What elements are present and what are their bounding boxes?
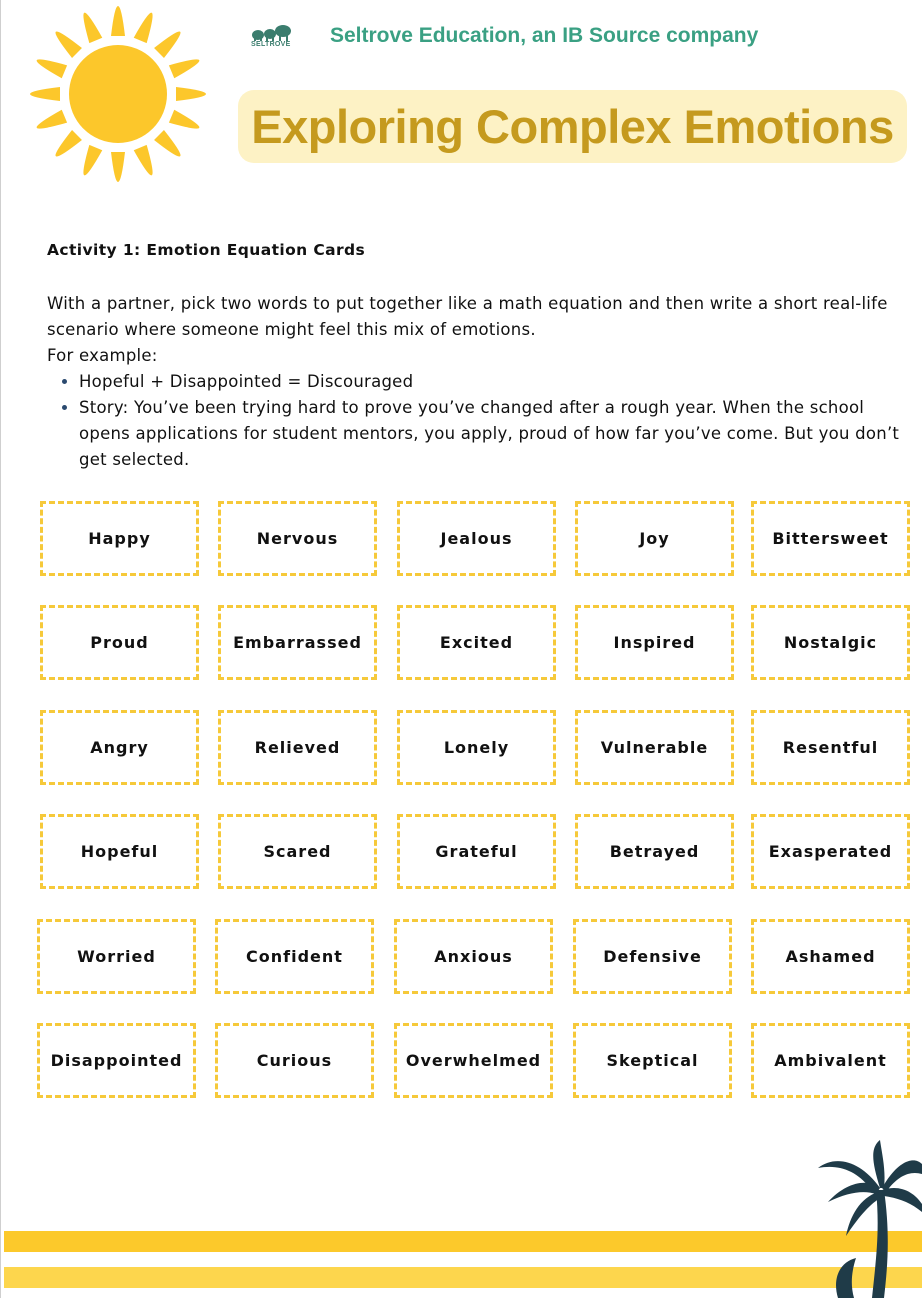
example-equation: • Hopeful + Disappointed = Discouraged — [79, 369, 907, 395]
emotion-card-lonely: Lonely — [397, 710, 556, 785]
sun-ray — [34, 110, 67, 134]
emotion-card-ambivalent: Ambivalent — [751, 1023, 910, 1098]
sun-ray — [154, 130, 185, 161]
emotion-card-excited: Excited — [397, 605, 556, 680]
activity-heading: Activity 1: Emotion Equation Cards — [47, 241, 366, 259]
example-label: For example: — [47, 346, 158, 365]
page-title: Exploring Complex Emotions — [251, 100, 894, 153]
sun-ray — [78, 145, 102, 178]
sun-icon — [0, 0, 230, 210]
emotion-card-confident: Confident — [215, 919, 374, 994]
sun-ray — [34, 54, 67, 78]
sun-ray — [111, 6, 125, 36]
emotion-card-joy: Joy — [575, 501, 734, 576]
company-name: Seltrove Education, an IB Source company — [330, 24, 759, 47]
emotion-card-relieved: Relieved — [218, 710, 377, 785]
emotion-card-scared: Scared — [218, 814, 377, 889]
emotion-card-inspired: Inspired — [575, 605, 734, 680]
sun-ray — [169, 54, 202, 78]
emotion-card-proud: Proud — [40, 605, 199, 680]
emotion-card-bittersweet: Bittersweet — [751, 501, 910, 576]
emotion-card-embarrassed: Embarrassed — [218, 605, 377, 680]
emotion-card-curious: Curious — [215, 1023, 374, 1098]
example-story: • Story: You’ve been trying hard to prove you’ve changed after a rough year. When the school opens applications for student mentors, you apply, proud of how far you’ve come. But you don’t get selected. — [79, 395, 907, 473]
sun-ray — [134, 10, 158, 43]
footer-stripe-top — [4, 1231, 922, 1252]
emotion-card-nostalgic: Nostalgic — [751, 605, 910, 680]
sun-ray — [169, 110, 202, 134]
instructions-text: With a partner, pick two words to put together like a math equation and then write a short real-life scenario where someone might feel this mix of emotions. — [47, 294, 888, 339]
emotion-card-exasperated: Exasperated — [751, 814, 910, 889]
emotion-card-anxious: Anxious — [394, 919, 553, 994]
palm-tree-icon — [810, 1140, 922, 1298]
sun-ray — [134, 145, 158, 178]
title-banner — [238, 90, 907, 163]
emotion-card-ashamed: Ashamed — [751, 919, 910, 994]
emotion-card-betrayed: Betrayed — [575, 814, 734, 889]
sun-ray — [51, 130, 82, 161]
emotion-card-jealous: Jealous — [397, 501, 556, 576]
emotion-card-defensive: Defensive — [573, 919, 732, 994]
emotion-card-vulnerable: Vulnerable — [575, 710, 734, 785]
sun-ray — [111, 152, 125, 182]
emotion-card-nervous: Nervous — [218, 501, 377, 576]
emotion-card-happy: Happy — [40, 501, 199, 576]
emotion-card-resentful: Resentful — [751, 710, 910, 785]
emotion-card-angry: Angry — [40, 710, 199, 785]
emotion-card-overwhelmed: Overwhelmed — [394, 1023, 553, 1098]
instructions-block — [47, 291, 907, 473]
sun-ray — [78, 10, 102, 43]
sun-ray — [154, 27, 185, 58]
logo-text: SELTROVE — [251, 41, 291, 48]
sun-ray — [30, 87, 60, 101]
emotion-card-skeptical: Skeptical — [573, 1023, 732, 1098]
emotion-card-hopeful: Hopeful — [40, 814, 199, 889]
footer-stripe-bottom — [4, 1267, 922, 1288]
emotion-card-worried: Worried — [37, 919, 196, 994]
emotion-card-disappointed: Disappointed — [37, 1023, 196, 1098]
example-list — [47, 369, 907, 473]
sun-ray — [51, 27, 82, 58]
emotion-card-grateful: Grateful — [397, 814, 556, 889]
sun-ray — [176, 87, 206, 101]
